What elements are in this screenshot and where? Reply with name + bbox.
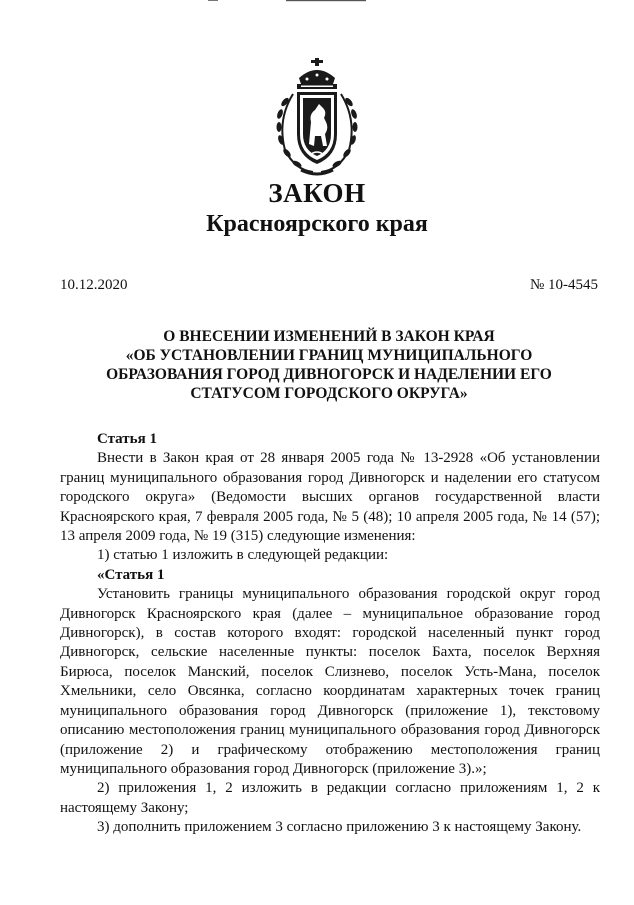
- law-number: № 10-4545: [529, 277, 598, 293]
- heading-line: О ВНЕСЕНИИ ИЗМЕНЕНИЙ В ЗАКОН КРАЯ: [163, 328, 495, 345]
- law-date: 10.12.2020: [60, 277, 128, 293]
- article-paragraph: Внести в Закон края от 28 января 2005 года № 13-2928 «Об установлении границ муниципального образования город Дивногорск и наделении его статусом городского округа» (Ведомости высших органов государственной власти Красноярского края, 7 февраля 2005 года, № 5 (48); 10 апреля 2005 года, № 14 (57); 13 апреля 2009 года, № 19 (315) следующие изменения:: [60, 450, 600, 545]
- amendment-item: 2) приложения 1, 2 изложить в редакции согласно приложениям 1, 2 к настоящему Закону;: [60, 780, 600, 816]
- amendment-item: 3) дополнить приложением 3 согласно приложению 3 к настоящему Закону.: [97, 819, 582, 836]
- coat-of-arms-emblem: [271, 58, 363, 180]
- quoted-article-title: «Статья 1: [97, 566, 165, 583]
- header-marks: [200, 0, 380, 6]
- heading-line: «ОБ УСТАНОВЛЕНИИ ГРАНИЦ МУНИЦИПАЛЬНОГО: [125, 347, 533, 364]
- law-heading: [60, 327, 598, 403]
- document-type-title: ЗАКОН: [268, 178, 366, 208]
- amendment-item: 1) статью 1 изложить в следующей редакции:: [97, 547, 389, 564]
- law-body: [60, 430, 600, 838]
- heading-line: СТАТУСОМ ГОРОДСКОГО ОКРУГА»: [190, 385, 468, 402]
- region-title: Красноярского края: [206, 211, 428, 237]
- quoted-article-paragraph: Установить границы муниципального образования городской округ город Дивногорск Красноярского края (далее – муниципальное образование город Дивногорск), в состав которого входят: городской населенный пункт город Дивногорск, сельские населенные пункты: поселок Бахта, поселок Верхняя Бирюса, поселок Манский, поселок Слизнево, поселок Усть-Мана, поселок Хмельники, село Овсянка, согласно координатам характерных точек границ муниципального образования город Дивногорск (приложение 1), текстовому описанию местоположения границ муниципального образования город Дивногорск (приложение 2) и графическому отображению местоположения границ муниципального образования город Дивногорск (приложение 3).»;: [60, 586, 600, 777]
- heading-line: ОБРАЗОВАНИЯ ГОРОД ДИВНОГОРСК И НАДЕЛЕНИИ ЕГО: [106, 366, 552, 383]
- article-title: Статья 1: [97, 431, 157, 447]
